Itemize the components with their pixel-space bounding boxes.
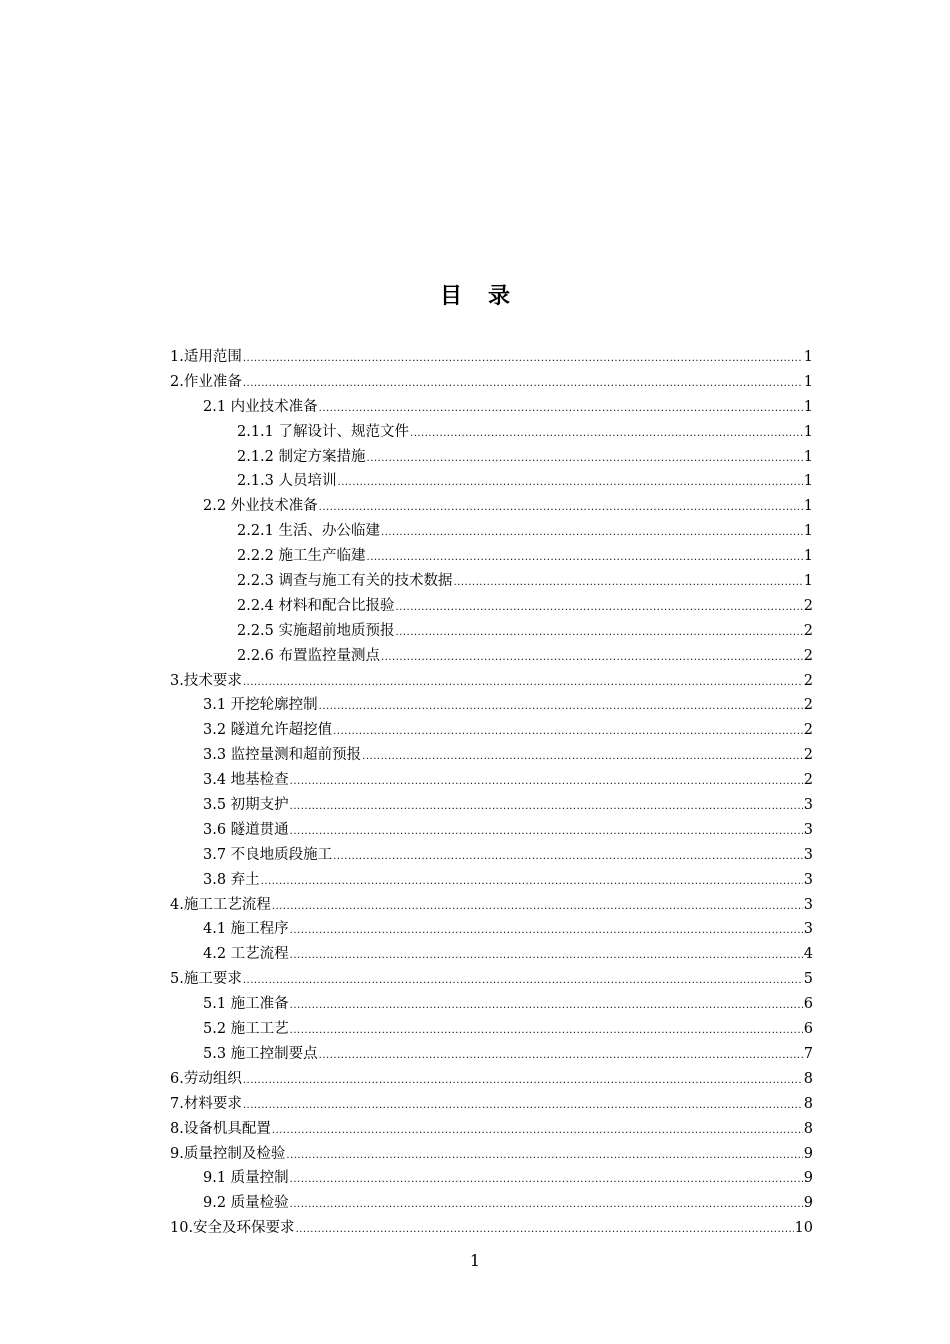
toc-dot-leader [290,1019,803,1042]
toc-entry-label: 2.作业准备 [170,373,242,390]
toc-dot-leader [272,1119,803,1142]
toc-entry-label: 3.5 初期支护 [203,797,289,814]
toc-entry-page: 1 [803,448,813,465]
table-of-contents [170,345,813,1241]
page-number: 1 [469,1251,481,1270]
toc-dot-leader [290,1193,803,1216]
toc-dot-leader [396,621,803,644]
toc-entry-label: 6.劳动组织 [170,1070,242,1087]
toc-entry[interactable] [170,669,813,694]
toc-entry-label: 5.3 施工控制要点 [203,1045,318,1062]
toc-dot-leader [333,720,803,743]
toc-dot-leader [290,994,803,1017]
toc-entry-label: 2.1.1 了解设计、规范文件 [237,423,410,440]
toc-entry[interactable] [170,1191,813,1216]
toc-dot-leader [381,646,803,669]
toc-entry[interactable] [170,494,813,519]
toc-entry-label: 1.适用范围 [170,349,242,365]
toc-dot-leader [296,1218,794,1241]
toc-entry-label: 2.2.5 实施超前地质预报 [237,622,395,639]
toc-dot-leader [290,820,803,843]
toc-dot-leader [319,695,803,718]
toc-entry-label: 3.7 不良地质段施工 [203,846,333,863]
toc-entry-page: 9 [803,1145,813,1162]
toc-dot-leader [319,1044,803,1067]
toc-entry[interactable] [170,743,813,768]
toc-entry[interactable] [170,1092,813,1117]
toc-entry-page: 8 [803,1095,813,1112]
toc-dot-leader [319,496,803,519]
toc-entry-page: 8 [803,1070,813,1087]
toc-entry-label: 3.6 隧道贯通 [203,821,289,838]
toc-entry-label: 4.1 施工程序 [203,921,289,938]
toc-entry[interactable] [170,1166,813,1191]
toc-entry-page: 10 [794,1220,813,1237]
toc-entry[interactable] [170,992,813,1017]
toc-entry-page: 9 [803,1195,813,1212]
toc-entry[interactable] [170,370,813,395]
toc-entry-page: 1 [803,373,813,390]
toc-dot-leader [243,969,803,992]
toc-entry[interactable] [170,917,813,942]
toc-entry-page: 2 [803,697,813,714]
toc-entry-label: 7.材料要求 [170,1095,242,1112]
toc-entry-label: 3.2 隧道允许超挖值 [203,722,333,739]
toc-dot-leader [243,1069,803,1092]
toc-dot-leader [290,919,803,942]
toc-entry-page: 4 [803,946,813,963]
toc-dot-leader [243,1094,803,1117]
toc-entry-label: 5.2 施工工艺 [203,1021,289,1038]
toc-entry[interactable] [170,1042,813,1067]
toc-entry-page: 1 [803,548,813,565]
toc-entry[interactable] [170,793,813,818]
toc-entry[interactable] [170,967,813,992]
toc-dot-leader [319,397,803,420]
toc-entry[interactable] [170,445,813,470]
toc-entry-label: 2.1 内业技术准备 [203,398,318,415]
toc-entry-label: 2.2.2 施工生产临建 [237,548,366,565]
toc-dot-leader [290,944,803,967]
toc-entry-label: 2.2 外业技术准备 [203,498,318,515]
toc-entry-label: 3.4 地基检查 [203,772,289,789]
toc-entry-label: 2.1.3 人员培训 [237,473,337,490]
toc-entry-page: 3 [803,871,813,888]
toc-entry-label: 9.1 质量控制 [203,1170,289,1187]
toc-entry-label: 10.安全及环保要求 [170,1220,295,1237]
toc-entry[interactable] [170,345,813,370]
toc-dot-leader [410,422,803,445]
toc-entry[interactable] [170,1142,813,1167]
toc-entry-page: 3 [803,896,813,913]
toc-entry-label: 2.2.4 材料和配合比报验 [237,597,395,614]
toc-entry-page: 1 [803,573,813,590]
toc-entry[interactable] [170,1216,813,1241]
toc-entry-label: 3.8 弃土 [203,871,260,888]
toc-dot-leader [290,795,803,818]
toc-entry-page: 2 [803,772,813,789]
toc-entry[interactable] [170,644,813,669]
toc-entry-page: 2 [803,597,813,614]
toc-dot-leader [381,521,803,544]
toc-entry-page: 3 [803,797,813,814]
toc-entry-page: 1 [803,523,813,540]
toc-entry-label: 4.施工工艺流程 [170,896,271,913]
toc-entry[interactable] [170,1067,813,1092]
toc-entry-page: 9 [803,1170,813,1187]
toc-entry-label: 8.设备机具配置 [170,1120,271,1137]
toc-entry-page: 8 [803,1120,813,1137]
toc-dot-leader [338,471,803,494]
toc-dot-leader [286,1144,802,1167]
toc-entry-label: 2.2.6 布置监控量测点 [237,647,381,664]
toc-entry[interactable] [170,1117,813,1142]
toc-entry-page: 6 [803,1021,813,1038]
toc-entry-page: 2 [803,672,813,689]
toc-entry-label: 2.2.1 生活、办公临建 [237,523,381,540]
toc-entry[interactable] [170,768,813,793]
toc-entry-page: 2 [803,722,813,739]
toc-entry[interactable] [170,420,813,445]
toc-dot-leader [362,745,803,768]
toc-dot-leader [396,596,803,619]
toc-dot-leader [243,347,803,370]
toc-entry-label: 2.1.2 制定方案措施 [237,448,366,465]
toc-entry[interactable] [170,569,813,594]
toc-entry-page: 1 [803,349,813,365]
toc-dot-leader [290,1168,803,1191]
toc-entry-label: 2.2.3 调查与施工有关的技术数据 [237,573,453,590]
toc-dot-leader [272,895,803,918]
toc-entry-label: 9.2 质量检验 [203,1195,289,1212]
toc-dot-leader [333,845,803,868]
toc-entry-page: 2 [803,647,813,664]
toc-dot-leader [243,372,803,395]
toc-dot-leader [367,447,803,470]
toc-entry[interactable] [170,718,813,743]
toc-entry-page: 7 [803,1045,813,1062]
toc-entry-page: 3 [803,821,813,838]
toc-entry-page: 1 [803,498,813,515]
toc-dot-leader [367,546,803,569]
toc-dot-leader [454,571,803,594]
toc-title: 目录 [439,284,536,309]
toc-entry-page: 3 [803,846,813,863]
toc-entry-page: 2 [803,747,813,764]
toc-entry-label: 3.3 监控量测和超前预报 [203,747,362,764]
toc-entry[interactable] [170,544,813,569]
toc-entry-label: 3.1 开挖轮廓控制 [203,697,318,714]
toc-entry-page: 5 [803,971,813,988]
toc-entry-label: 5.施工要求 [170,971,242,988]
toc-entry[interactable] [170,519,813,544]
toc-entry[interactable] [170,843,813,868]
toc-entry[interactable] [170,469,813,494]
toc-entry-page: 6 [803,996,813,1013]
toc-entry[interactable] [170,893,813,918]
toc-entry-label: 3.技术要求 [170,672,242,689]
toc-entry-page: 2 [803,622,813,639]
toc-entry-page: 1 [803,398,813,415]
toc-entry[interactable] [170,1017,813,1042]
toc-entry-page: 3 [803,921,813,938]
toc-entry-label: 9.质量控制及检验 [170,1145,286,1162]
toc-entry[interactable] [170,693,813,718]
toc-dot-leader [261,870,803,893]
toc-entry[interactable] [170,942,813,967]
toc-dot-leader [243,671,803,694]
toc-entry[interactable] [170,619,813,644]
toc-entry[interactable] [170,818,813,843]
toc-entry-page: 1 [803,473,813,490]
toc-entry-label: 5.1 施工准备 [203,996,289,1013]
toc-entry-page: 1 [803,423,813,440]
toc-entry-label: 4.2 工艺流程 [203,946,289,963]
toc-dot-leader [290,770,803,793]
toc-entry[interactable] [170,868,813,893]
toc-entry[interactable] [170,395,813,420]
toc-entry[interactable] [170,594,813,619]
